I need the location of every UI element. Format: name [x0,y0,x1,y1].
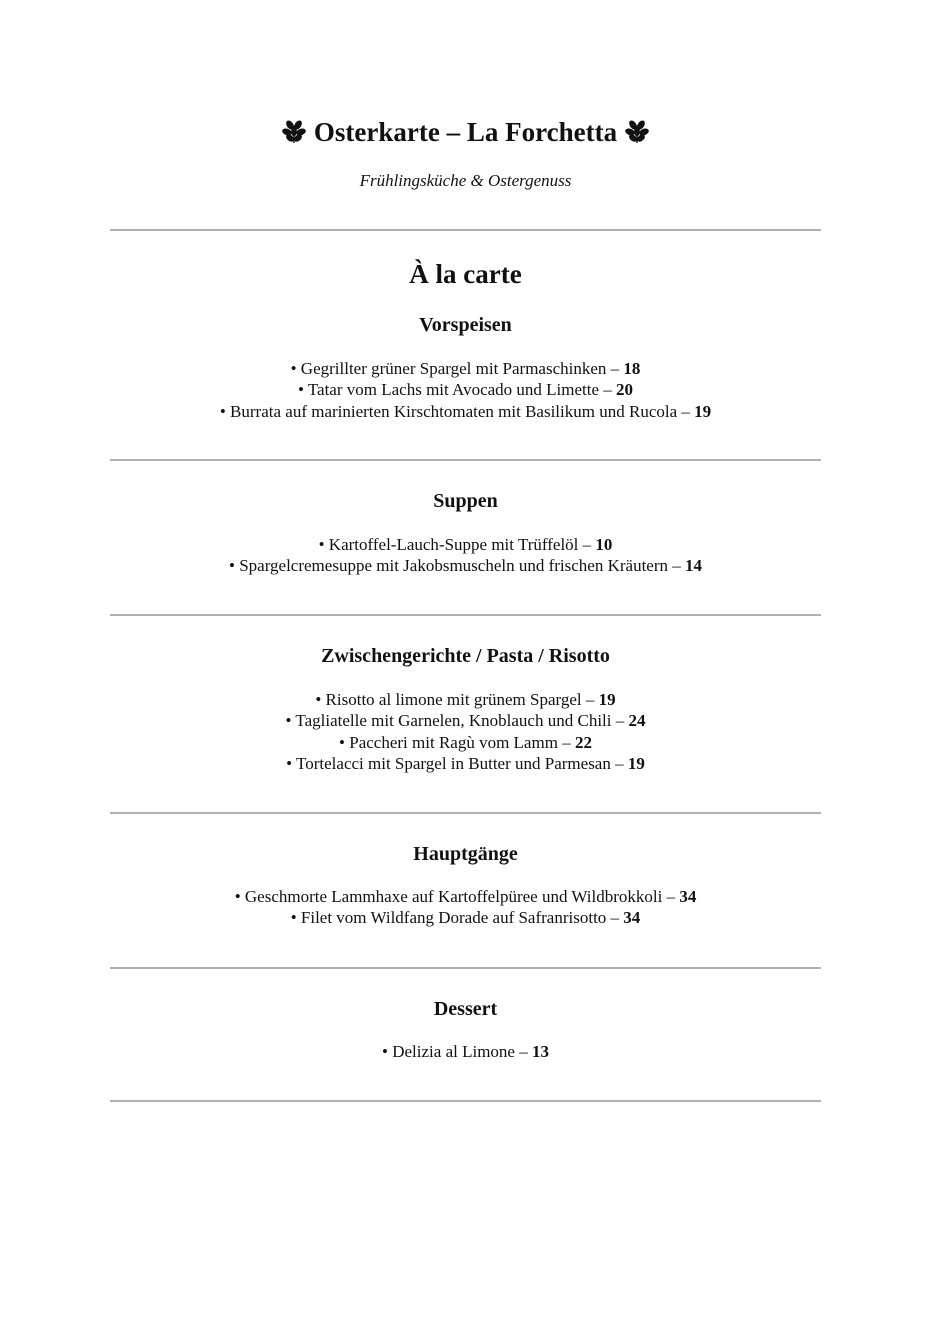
item-price: 19 [598,690,616,709]
menu-item: • Tatar vom Lachs mit Avocado und Limette – 20 [297,380,634,400]
leaf-sprig-icon [624,118,650,144]
menu-item: • Spargelcremesuppe mit Jakobsmuscheln und frischen Kräutern – 14 [228,556,703,576]
menu-heading: À la carte [409,259,522,289]
leaf-sprig-icon [281,118,307,144]
divider [110,1100,821,1102]
section-items-hauptgaenge [0,886,931,929]
menu-item: • Delizia al Limone – 13 [382,1042,549,1061]
menu-item: • Kartoffel-Lauch-Suppe mit Trüffelöl – 10 [318,535,613,554]
section-heading-suppen: Suppen [433,490,498,512]
menu-item: • Filet vom Wildfang Dorade auf Safranrisotto – 34 [290,908,641,928]
divider [110,614,821,616]
page-title [0,112,931,152]
item-price: 18 [623,359,641,378]
menu-item: • Tagliatelle mit Garnelen, Knoblauch und Chili – 24 [285,711,646,731]
item-price: 14 [685,556,703,576]
menu-item: • Tortelacci mit Spargel in Butter und Parmesan – 19 [286,753,645,773]
menu-item: • Paccheri mit Ragù vom Lamm – 22 [339,732,592,752]
section-items-zwischengerichte [0,689,931,774]
divider [110,229,821,231]
item-price: 19 [694,401,712,421]
section-items-vorspeisen [0,358,931,422]
page-title-text: Osterkarte – La Forchetta [313,117,618,147]
section-items-suppen [0,534,931,577]
item-price: 22 [574,732,592,752]
menu-item: • Geschmorte Lammhaxe auf Kartoffelpüree und Wildbrokkoli – 34 [234,887,697,906]
item-price: 20 [616,380,634,400]
item-price: 19 [627,753,645,773]
menu-item: • Burrata auf marinierten Kirschtomaten mit Basilikum und Rucola – 19 [219,401,712,421]
item-price: 13 [531,1042,549,1061]
page-subtitle: Frühlingsküche & Ostergenuss [359,171,572,190]
section-heading-hauptgaenge: Hauptgänge [413,843,518,865]
item-price: 24 [628,711,646,731]
divider [110,967,821,969]
item-price: 34 [623,908,641,928]
section-items-dessert [0,1041,931,1062]
item-price: 10 [595,535,613,554]
divider [110,812,821,814]
menu-item: • Risotto al limone mit grünem Spargel – 19 [315,690,616,709]
item-price: 34 [679,887,697,906]
section-heading-zwischengerichte: Zwischengerichte / Pasta / Risotto [321,645,610,667]
divider [110,459,821,461]
menu-item: • Gegrillter grüner Spargel mit Parmaschinken – 18 [290,359,641,378]
section-heading-dessert: Dessert [433,998,498,1020]
section-heading-vorspeisen: Vorspeisen [419,314,512,336]
